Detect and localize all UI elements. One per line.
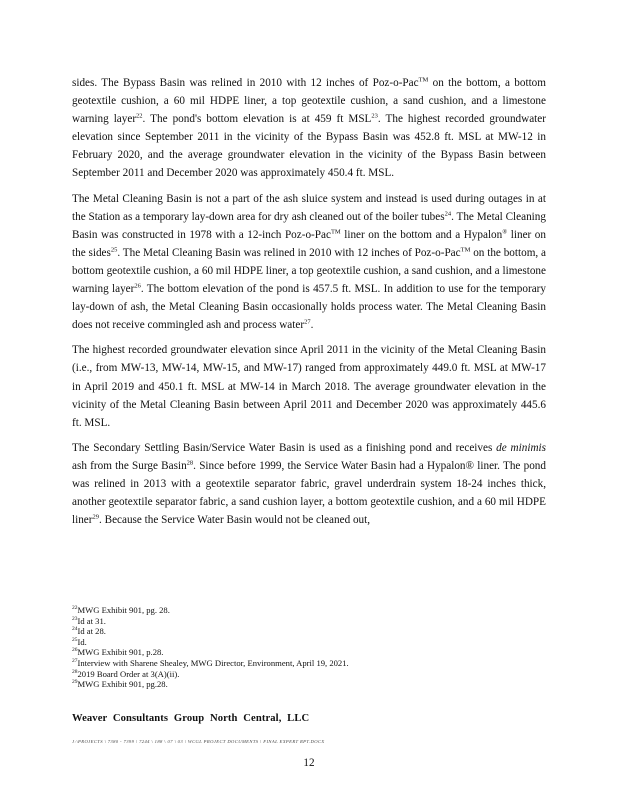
- text-run: . Because the Service Water Basin would not be cleaned out,: [99, 514, 371, 527]
- text-run: . The bottom elevation of the pond is 457.5 ft. MSL. In addition to use for the temporary lay-down of ash, the Metal Cleaning Basin occasionally holds process water. The Metal Cleaning Basin does not receive commingled ash and process water: [72, 283, 546, 332]
- footnote-number: 26: [72, 647, 78, 654]
- footnote-ref: 28: [186, 459, 194, 467]
- file-path: J:\PROJECTS \ 7380 - 7399 \ 7244 \ 188 \ 07 \ 03 \ WCGL PROJECT DOCUMENTS \ FINAL EXPERT RPT.DOCX: [72, 739, 325, 744]
- paragraph-metal-cleaning-basin: [72, 190, 546, 335]
- text-run: liner on the sides: [72, 228, 546, 259]
- footnote-ref: 27: [304, 318, 311, 326]
- text-run: . The Metal Cleaning Basin was constructed in 1978 with a 12-inch Poz-o-Pac: [72, 210, 546, 241]
- footnote-text: MWG Exhibit 901, pg.28.: [77, 679, 168, 690]
- footnote-ref: 22: [136, 112, 143, 120]
- footnote: [72, 679, 532, 690]
- footnote-number: 22: [72, 605, 78, 612]
- text-run: on the bottom, a bottom geotextile cushion, a 60 mil HDPE liner, a top geotextile cushion, a sand cushion, and a limestone warning layer: [72, 77, 546, 126]
- footnote-text: 2019 Board Order at 3(A)(ii).: [77, 668, 180, 679]
- text-run: sides. The Bypass Basin was relined in 2010 with 12 inches of Poz-o-Pac: [72, 77, 419, 89]
- trademark-mark: TM: [460, 246, 471, 254]
- footnote-text: Interview with Sharene Shealey, MWG Director, Environment, April 19, 2021.: [77, 657, 349, 668]
- footnote: [72, 626, 532, 637]
- paragraph-secondary-settling-basin: [72, 439, 546, 529]
- body-text: [72, 74, 546, 536]
- footnote-text: Id.: [77, 636, 87, 647]
- trademark-mark: TM: [418, 76, 429, 84]
- text-run: The Secondary Settling Basin/Service Water Basin is used as a finishing pond and receives: [72, 441, 497, 454]
- footnote: [72, 637, 532, 648]
- footnote-number: 25: [72, 636, 78, 643]
- footnote-ref: 29: [92, 513, 100, 521]
- footnote-ref: 24: [444, 209, 452, 217]
- footnote-number: 24: [72, 626, 78, 633]
- footnote: [72, 616, 532, 627]
- footnote-text: Id at 28.: [77, 626, 106, 637]
- text-run: . The Metal Cleaning Basin was relined in 2010 with 12 inches of Poz-o-Pac: [117, 246, 461, 259]
- registered-mark: ®: [502, 228, 508, 236]
- text-run: on the bottom, a bottom geotextile cushion, a 60 mil HDPE liner, a top geotextile cushion, a sand cushion, and a limestone warning layer: [72, 246, 546, 296]
- text-run: . The pond's bottom elevation is at 459 ft MSL: [142, 113, 372, 126]
- text-run: . The highest recorded groundwater elevation since September 2011 in the vicinity of the Bypass Basin was 452.8 ft. MSL at MW-12 in February 2020, and the average groundwater elevation in the vicinity of the Bypass Basin between September 2011 and December 2020 was approximately 450.4 ft. MSL.: [72, 113, 546, 180]
- text-run: The highest recorded groundwater elevation since April 2011 in the vicinity of the Metal Cleaning Basin (i.e., from MW-13, MW-14, MW-15, and MW-17) ranged from approximately 449.0 ft. MSL at MW-17 in April 2019 and 450.1 ft. MSL at MW-14 in March 2018. The average groundwater elevation in the vicinity of the Metal Cleaning Basin between April 2011 and December 2020 was approximately 445.6 ft. MSL.: [72, 344, 546, 429]
- text-run: ash from the Surge Basin: [72, 459, 187, 472]
- footnote-number: 29: [72, 679, 78, 686]
- footnote-text: Id at 31.: [77, 615, 106, 626]
- page-number: 12: [303, 757, 315, 769]
- firm-name: Weaver Consultants Group North Central, LLC: [72, 713, 310, 724]
- text-run: . Since before 1999, the Service Water Basin had a Hypalon® liner. The pond was relined in 2013 with a geotextile separator fabric, gravel underdrain system 18-24 inches thick, another geotextile separator fabric, a sand cushion layer, a bottom geotextile cushion, and a 60 mil HDPE liner: [72, 459, 546, 527]
- footnote-ref: 23: [371, 112, 378, 120]
- text-run: liner on the bottom and a Hypalon: [340, 228, 503, 241]
- trademark-mark: TM: [330, 228, 341, 236]
- footnote-text: MWG Exhibit 901, pg. 28.: [77, 605, 170, 615]
- footnote-text: MWG Exhibit 901, p.28.: [77, 647, 164, 658]
- footnote: [72, 669, 532, 680]
- italic-term: de minimis: [496, 441, 546, 454]
- footnote-number: 28: [72, 668, 78, 675]
- footnote: [72, 658, 532, 669]
- paragraph-groundwater-elevation: [72, 341, 546, 431]
- text-run: The Metal Cleaning Basin is not a part of the ash sluice system and instead is used during outages in at the Station as a temporary lay-down area for dry ash cleaned out of the boiler tubes: [72, 192, 546, 223]
- footnote-number: 27: [72, 658, 78, 665]
- paragraph-bypass-basin: [72, 74, 546, 183]
- footnote-ref: 25: [110, 246, 118, 254]
- footnotes: [72, 605, 532, 690]
- text-run: .: [310, 319, 314, 332]
- footnote-ref: 26: [134, 282, 141, 290]
- footnote: [72, 605, 532, 616]
- footnote-number: 23: [72, 615, 78, 622]
- footnote: [72, 647, 532, 658]
